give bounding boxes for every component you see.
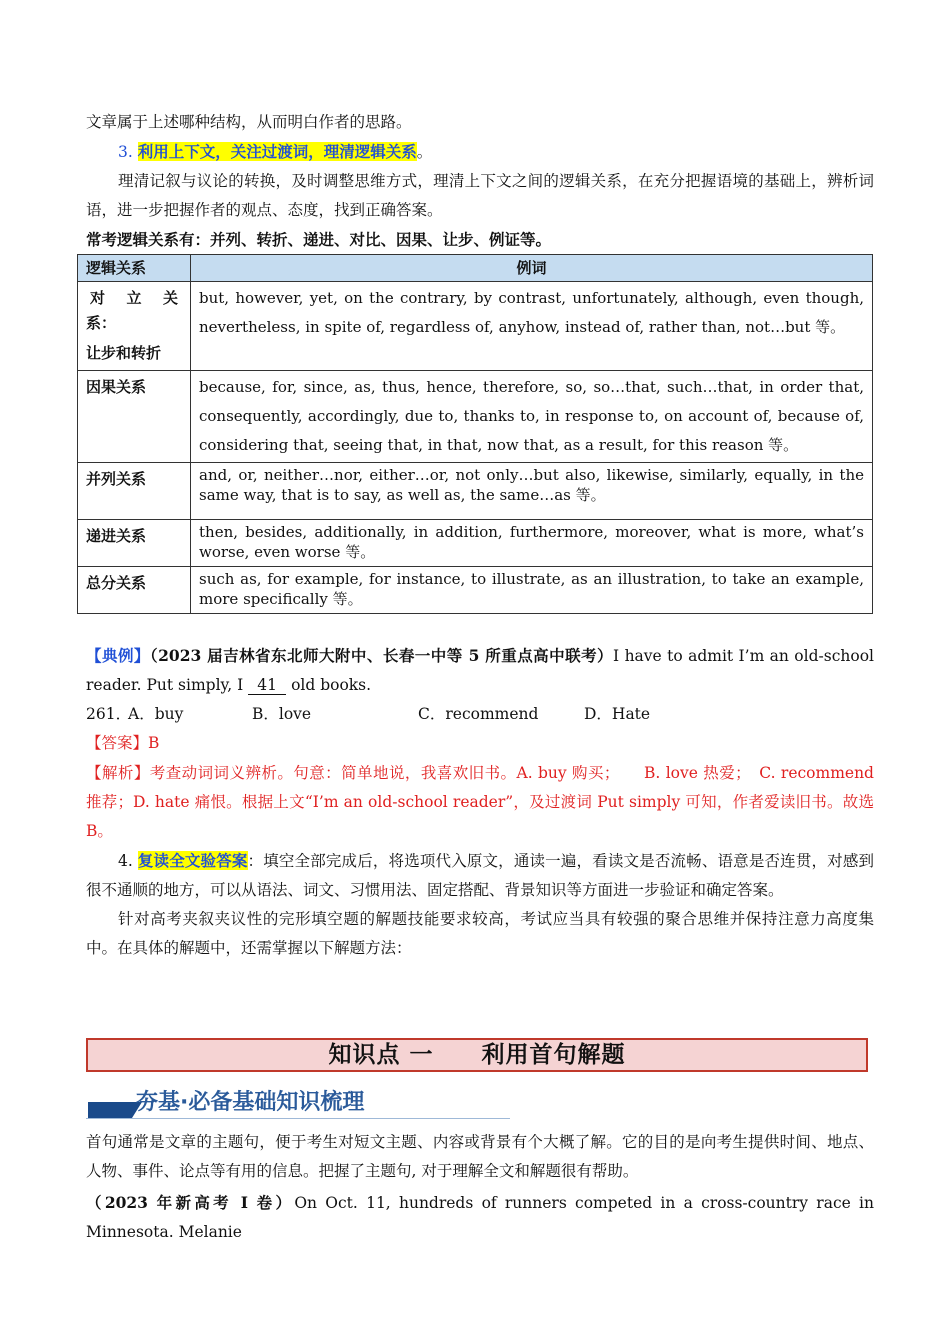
section-title: 夯基·必备基础知识梳理 xyxy=(136,1090,365,1115)
relation-general-specific: 总分关系 xyxy=(78,567,191,614)
first-sentence-section xyxy=(86,1128,874,1247)
example-options xyxy=(86,700,874,729)
section-header xyxy=(86,1088,510,1120)
table-header-relation: 逻辑关系 xyxy=(78,255,191,282)
exam-source: （2023 年新高考 I 卷） xyxy=(86,1193,295,1212)
example-blank: 41 xyxy=(248,676,286,695)
example-text2: old books. xyxy=(286,676,372,694)
example-answer xyxy=(86,729,874,758)
words-progression: then, besides, additionally, in addition, furthermore, moreover, what is more, what’s worse, even worse 等。 xyxy=(191,520,873,567)
table-header-row xyxy=(78,255,873,282)
step3-end: 。 xyxy=(416,143,433,161)
table-row xyxy=(78,371,873,463)
relation-contrast: 对 立 关 系： 让步和转折 xyxy=(78,282,191,371)
table-header-words: 例词 xyxy=(191,255,873,282)
knowledge-point-banner: 知识点 一 利用首句解题 xyxy=(86,1038,868,1072)
option-b: B．love xyxy=(252,705,312,723)
table-row xyxy=(78,520,873,567)
intro-tail: 文章属于上述哪种结构，从而明白作者的思路。 xyxy=(86,113,412,131)
step4-title: 复读全文验答案 xyxy=(137,851,248,870)
answer-tag: 【答案】 xyxy=(86,734,149,752)
section-bar-icon xyxy=(88,1102,132,1118)
exam-passage xyxy=(86,1188,874,1247)
exam-text: On Oct. 11, hundreds of runners competed in a cross-country race in Minnesota. Melanie xyxy=(86,1194,874,1241)
example-text1: I have to admit I’m an old-school reader. Put simply, I xyxy=(86,647,874,694)
step4-paragraph xyxy=(86,846,874,905)
example-source: （2023 届吉林省东北师大附中、长春一中等 5 所重点高中联考） xyxy=(149,646,614,665)
answer-value: B xyxy=(148,734,160,752)
question-number: 261． xyxy=(86,705,132,723)
option-a: A．buy xyxy=(128,705,184,723)
example-analysis xyxy=(86,759,874,846)
analysis-tag: 【解析】 xyxy=(86,764,150,782)
step4-number: 4. xyxy=(118,852,138,870)
table-row xyxy=(78,463,873,520)
words-cause: because, for, since, as, thus, hence, therefore, so, so…that, such…that, in order that, consequently, accordingly, due to, thanks to, in response to, on account of, because of, considering that, seeing that, in that, now that, as a result, for this reason 等。 xyxy=(191,371,873,463)
table-row xyxy=(78,282,873,371)
document-body xyxy=(86,108,874,963)
option-d: D．Hate xyxy=(584,705,651,723)
relation-parallel: 并列关系 xyxy=(78,463,191,520)
table-row xyxy=(78,567,873,614)
relation-progression: 递进关系 xyxy=(78,520,191,567)
example-tag: 【典例】 xyxy=(86,646,150,665)
section-underline xyxy=(86,1118,510,1119)
common-relations: 常考逻辑关系有：并列、转折、递进、对比、因果、让步、例证等。 xyxy=(86,230,552,249)
option-c: C．recommend xyxy=(418,705,539,723)
first-sentence-body: 首句通常是文章的主题句，便于考生对短文主题、内容或背景有个大概了解。它的目的是向考生提供时间、地点、人物、事件、论点等有用的信息。把握了主题句, 对于理解全文和解题很有帮助。 xyxy=(86,1133,874,1180)
relation-cause: 因果关系 xyxy=(78,371,191,463)
analysis-text: 考查动词词义辨析。句意：简单地说，我喜欢旧书。A. buy 购买； B. love 热爱； C. recommend 推荐；D. hate 痛恨。根据上文“I’m an old-school reader”，及过渡词 Put simply 可知，作者爱读旧书。故选 B。 xyxy=(86,764,874,840)
step4-body: ：填空全部完成后，将选项代入原文，通读一遍，看读文是否流畅、语意是否连贯，对感到很不通顺的地方，可以从语法、词文、习惯用法、固定搭配、背景知识等方面进一步验证和确定答案。 xyxy=(86,852,874,899)
step3-title: 利用上下文，关注过渡词，理清逻辑关系 xyxy=(137,142,417,161)
example-question xyxy=(86,641,874,700)
words-contrast: but, however, yet, on the contrary, by contrast, unfortunately, although, even though, nevertheless, in spite of, regardless of, anyhow, instead of, rather than, not…but 等。 xyxy=(191,282,873,371)
step3-body: 理清记叙与议论的转换，及时调整思维方式，理清上下文之间的逻辑关系，在充分把握语境的基础上，辨析词语，进一步把握作者的观点、态度，找到正确答案。 xyxy=(86,172,874,219)
step3-heading xyxy=(86,137,874,167)
words-parallel: and, or, neither…nor, either…or, not only…but also, likewise, similarly, equally, in the same way, that is to say, as well as, the same…as 等。 xyxy=(191,463,873,520)
logic-relations-table xyxy=(77,254,873,614)
closing-paragraph: 针对高考夹叙夹议性的完形填空题的解题技能要求较高，考试应当具有较强的聚合思维并保持注意力高度集中。在具体的解题中，还需掌握以下解题方法： xyxy=(86,910,874,957)
step3-number: 3. xyxy=(118,143,138,161)
words-general-specific: such as, for example, for instance, to illustrate, as an illustration, to take an example, more specifically 等。 xyxy=(191,567,873,614)
